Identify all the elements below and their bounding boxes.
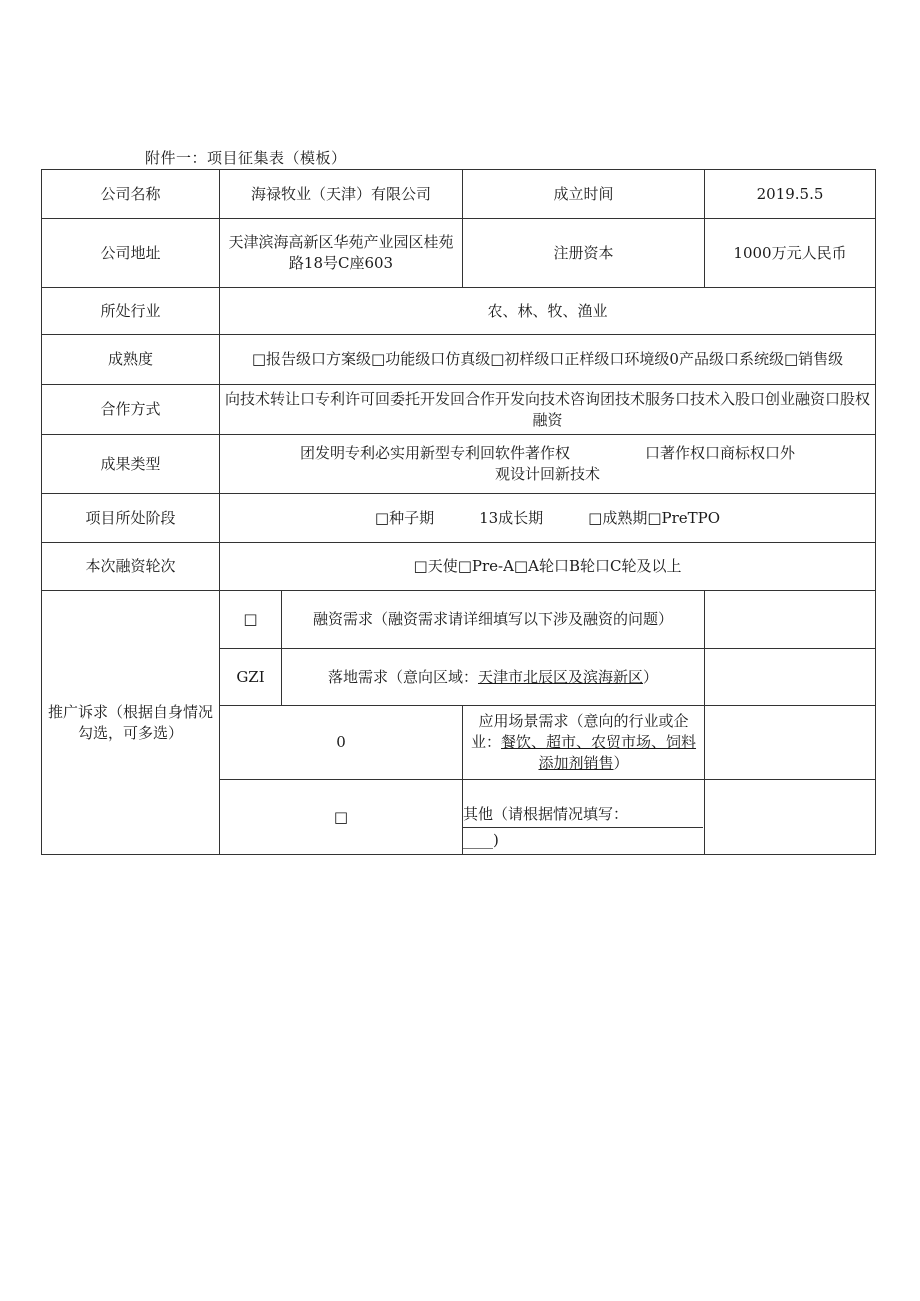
company-name-label: 公司名称 xyxy=(42,170,220,219)
promotion-landing-text xyxy=(282,649,705,706)
founded-value: 2019.5.5 xyxy=(705,170,876,219)
cooperation-value: 向技术转让口专利许可回委托开发回合作开发向技术咨询团技术服务口技术入股口创业融资口股权融资 xyxy=(220,385,876,435)
company-address-value: 天津滨海高新区华苑产业园区桂苑路18号C座603 xyxy=(220,219,463,288)
founded-label: 成立时间 xyxy=(463,170,705,219)
capital-value: 1000万元人民币 xyxy=(705,219,876,288)
promotion-other-note xyxy=(705,780,876,855)
capital-label: 注册资本 xyxy=(463,219,705,288)
row-promotion-financing xyxy=(42,591,876,649)
round-value: □天使□Pre-A□A轮口B轮口C轮及以上 xyxy=(220,543,876,591)
promotion-other-text: 其他（请根据情况填写： xyxy=(463,805,629,823)
result-type-label: 成果类型 xyxy=(42,435,220,494)
promotion-financing-checkbox[interactable]: □ xyxy=(220,591,282,649)
promotion-scenario-text xyxy=(463,706,705,780)
result-type-line2: 观设计回新技术 xyxy=(495,465,601,483)
result-type-value xyxy=(220,435,876,494)
promotion-other-blank[interactable]: ____) xyxy=(463,827,703,851)
maturity-label: 成熟度 xyxy=(42,335,220,385)
promotion-label: 推广诉求（根据自身情况勾选，可多选） xyxy=(42,591,220,855)
maturity-value: □报告级口方案级□功能级口仿真级□初样级口正样级口环境级0产品级口系统级□销售级 xyxy=(220,335,876,385)
promotion-other-wrap xyxy=(463,780,704,854)
company-address-label: 公司地址 xyxy=(42,219,220,288)
promotion-financing-text: 融资需求（融资需求请详细填写以下涉及融资的问题） xyxy=(282,591,705,649)
promotion-scenario-mark[interactable]: 0 xyxy=(220,706,463,780)
company-name-value: 海禄牧业（天津）有限公司 xyxy=(220,170,463,219)
promotion-landing-note xyxy=(705,649,876,706)
promotion-other-cell xyxy=(463,780,705,855)
promotion-other-checkbox[interactable]: □ xyxy=(220,780,463,855)
promotion-scenario-suffix: ） xyxy=(613,754,629,772)
stage-label: 项目所处阶段 xyxy=(42,494,220,543)
promotion-scenario-prefix: 应用场景需求（意向的行业或企业： xyxy=(471,712,689,751)
row-result-type xyxy=(42,435,876,494)
stage-value: □种子期 13成长期 □成熟期□PreTPO xyxy=(220,494,876,543)
cooperation-label: 合作方式 xyxy=(42,385,220,435)
row-maturity xyxy=(42,335,876,385)
row-stage xyxy=(42,494,876,543)
row-company-address xyxy=(42,219,876,288)
promotion-landing-suffix: ） xyxy=(643,667,659,686)
result-type-line1: 团发明专利必实用新型专利回软件著作权 口著作权口商标权口外 xyxy=(300,444,796,462)
industry-label: 所处行业 xyxy=(42,288,220,335)
promotion-financing-note xyxy=(705,591,876,649)
promotion-landing-mark[interactable]: GZI xyxy=(220,649,282,706)
row-company-name xyxy=(42,170,876,219)
industry-value: 农、林、牧、渔业 xyxy=(220,288,876,335)
round-label: 本次融资轮次 xyxy=(42,543,220,591)
promotion-scenario-note xyxy=(705,706,876,780)
row-cooperation xyxy=(42,385,876,435)
promotion-landing-prefix: 落地需求（意向区域： xyxy=(327,667,478,686)
document-title: 附件一：项目征集表（模板） xyxy=(145,149,347,167)
project-form-table xyxy=(41,169,876,855)
promotion-landing-region: 天津市北辰区及滨海新区 xyxy=(478,667,644,686)
promotion-scenario-industries: 餐饮、超市、农贸市场、饲料添加剂销售 xyxy=(501,733,697,772)
row-round xyxy=(42,543,876,591)
row-industry xyxy=(42,288,876,335)
